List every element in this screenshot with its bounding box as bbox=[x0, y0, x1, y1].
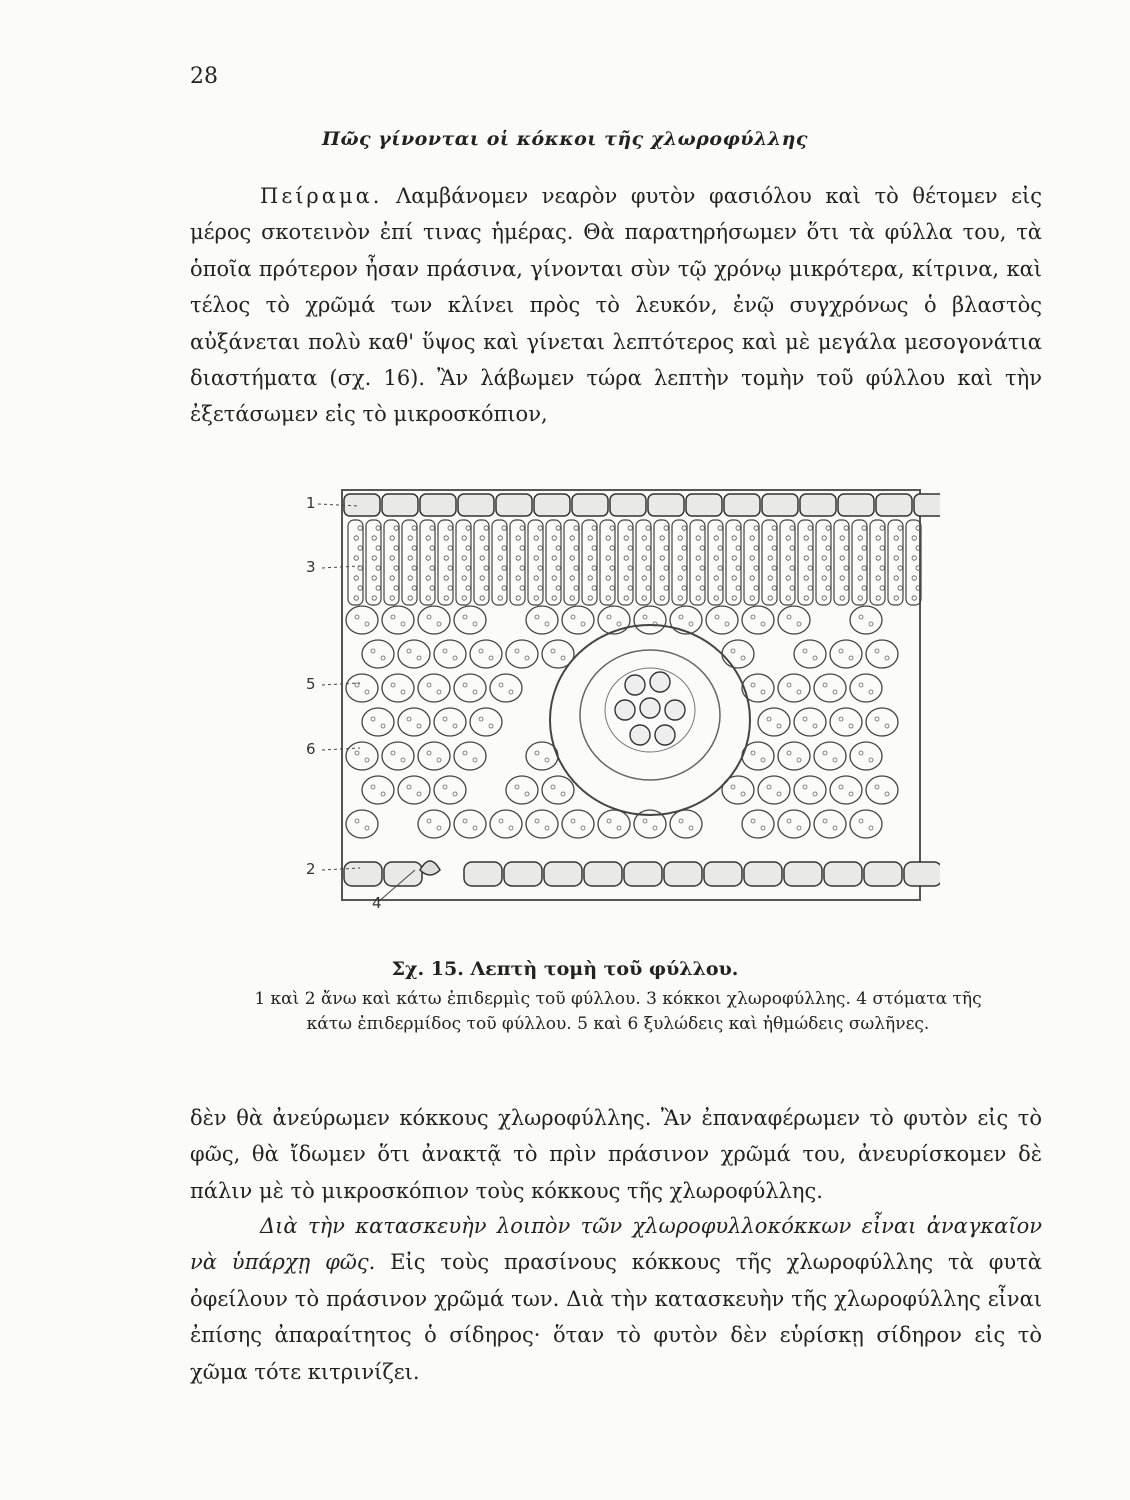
upper-epidermis bbox=[344, 494, 940, 516]
figure-label-6: 6 bbox=[306, 740, 316, 758]
xylem-vessels bbox=[615, 672, 685, 745]
paragraph-experiment bbox=[190, 178, 1042, 433]
page-number: 28 bbox=[190, 64, 218, 89]
figure-caption-text: 1 καὶ 2 ἄνω καὶ κάτω ἐπιδερμὶς τοῦ φύλλου. 3 κόκκοι χλωροφύλλης. 4 στόματα τῆς κάτω ἐπιδερμίδος τοῦ φύλλου. 5 καὶ 6 ξυλώδεις καὶ ἠθμώδεις σωλῆνες. bbox=[254, 989, 982, 1034]
palisade-layer bbox=[348, 520, 921, 605]
figure-label-5: 5 bbox=[306, 675, 316, 693]
paragraph-conclusion bbox=[190, 1208, 1042, 1390]
conclusion-text: Εἰς τοὺς πρασίνους κόκκους τῆς χλωροφύλλης τὰ φυτὰ ὀφείλουν τὸ πράσινον χρῶμά των. Διὰ τὴν κατασκευὴν τῆς χλωροφύλλης εἶναι ἐπίσης ἀπαραίτητος ὁ σίδηρος· ὅταν τὸ φυτὸν δὲν εὑρίσκῃ σίδηρον εἰς τὸ χῶμα τότε κιτρινίζει. bbox=[190, 1250, 1042, 1384]
figure-caption-title: Σχ. 15. Λεπτὴ τομὴ τοῦ φύλλου. bbox=[391, 958, 739, 980]
section-heading: Πῶς γίνονται οἱ κόκκοι τῆς χλωροφύλλης bbox=[322, 128, 808, 150]
figure-label-3: 3 bbox=[306, 558, 316, 576]
vascular-bundle bbox=[550, 625, 750, 815]
figure-label-2: 2 bbox=[306, 860, 316, 878]
experiment-lead: Πείραμα. bbox=[260, 184, 383, 208]
paragraph-continuation: δὲν θὰ ἀνεύρωμεν κόκκους χλωροφύλλης. Ἂν ἐπαναφέρωμεν τὸ φυτὸν εἰς τὸ φῶς, θὰ ἴδωμεν ὅτι ἀνακτᾷ τὸ πρὶν πράσινον χρῶμά του, ἀνευρίσκομεν δὲ πάλιν μὲ τὸ μικροσκόπιον τοὺς κόκκους τῆς χλωροφύλλης. bbox=[190, 1106, 1042, 1203]
conclusion-italic: Διὰ τὴν κατασκευὴν λοιπὸν τῶν χλωροφυλλοκόκκων εἶναι ἀναγκαῖον νὰ ὑπάρχῃ φῶς. bbox=[190, 1214, 1042, 1275]
section-outline bbox=[342, 490, 920, 900]
leaf-cross-section-illustration bbox=[300, 470, 940, 910]
figure-label-1: 1 bbox=[306, 494, 316, 512]
spongy-mesophyll bbox=[346, 606, 898, 838]
stoma bbox=[420, 861, 440, 875]
figure-label-4: 4 bbox=[372, 894, 382, 910]
leaf-section-figure bbox=[300, 470, 940, 910]
paragraph-experiment-text: Λαμβάνομεν νεαρὸν φυτὸν φασιόλου καὶ τὸ θέτομεν εἰς μέρος σκοτεινὸν ἐπί τινας ἡμέρας. Θὰ παρατηρήσωμεν ὅτι τὰ φύλλα του, τὰ ὁποῖα πρότερον ἦσαν πράσινα, γίνονται σὺν τῷ χρόνῳ μικρότερα, κίτρινα, καὶ τέλος τὸ χρῶμά των κλίνει πρὸς τὸ λευκόν, ἐνῷ συγχρόνως ὁ βλαστὸς αὐξάνεται πολὺ καθ' ὕψος καὶ γίνεται λεπτότερος καὶ μὲ μεγάλα μεσογονάτια διαστήματα (σχ. 16). Ἂν λάβωμεν τώρα λεπτὴν τομὴν τοῦ φύλλου καὶ τὴν ἐξετάσωμεν εἰς τὸ μικροσκόπιον, bbox=[190, 184, 1042, 427]
